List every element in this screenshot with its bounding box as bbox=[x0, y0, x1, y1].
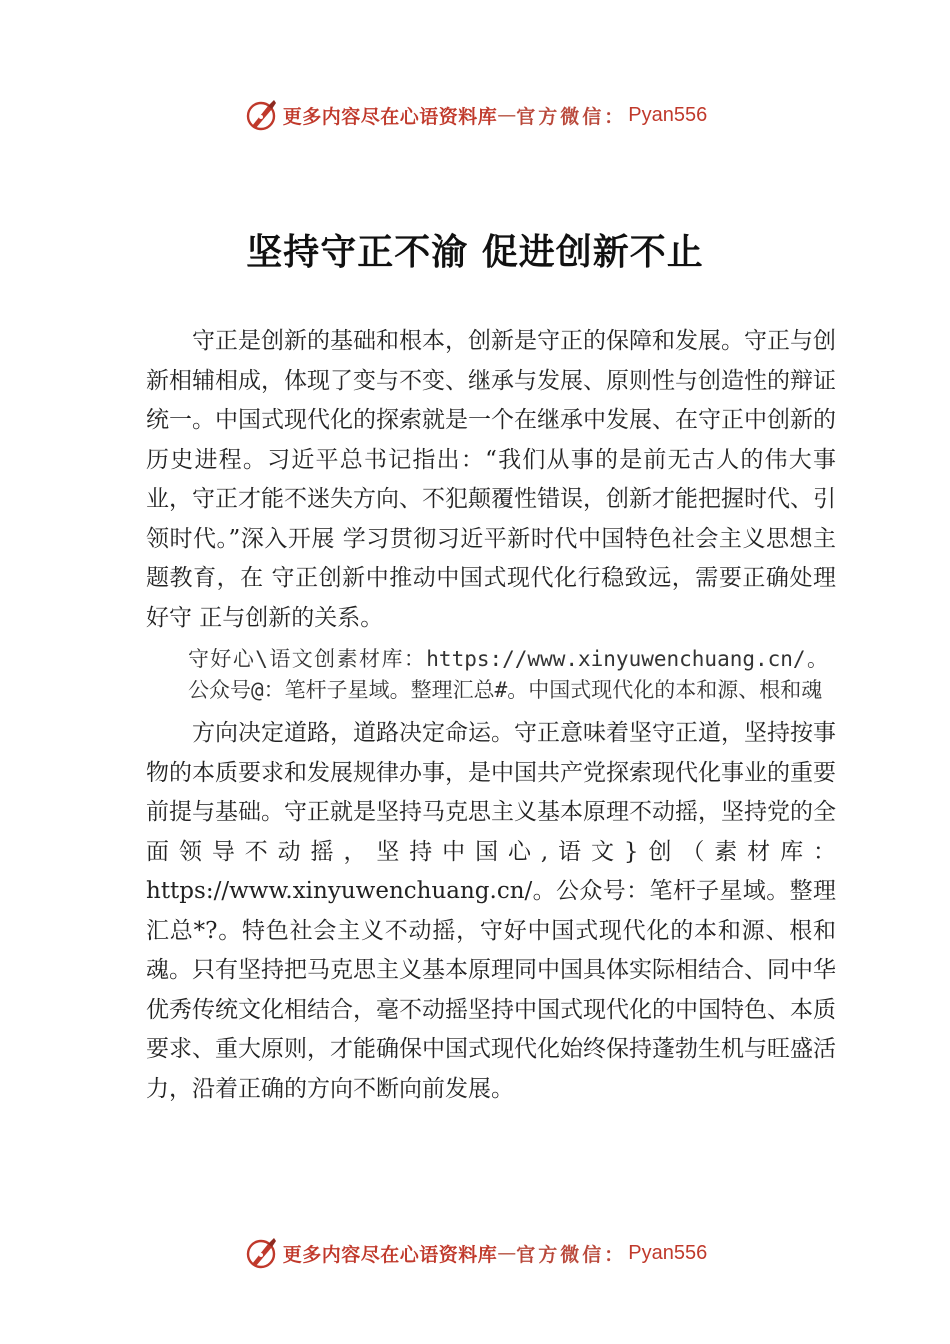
footer-watermark-banner bbox=[0, 1233, 950, 1273]
document-body bbox=[146, 322, 836, 1109]
banner-main-text: 更多内容尽在心语资料库 bbox=[282, 105, 498, 128]
banner-main-text: 更多内容尽在心语资料库 bbox=[282, 1243, 498, 1266]
banner-wechat-label: 官方微信： bbox=[516, 1243, 627, 1266]
document-title: 坚持守正不渝 促进创新不止 bbox=[246, 231, 704, 274]
pen-nib-icon bbox=[243, 1235, 279, 1271]
banner-separator: — bbox=[497, 1242, 517, 1264]
banner-wechat-label: 官方微信： bbox=[516, 105, 627, 128]
pen-nib-icon bbox=[243, 97, 279, 133]
body-paragraph: 守正是创新的基础和根本，创新是守正的保障和发展。守正与创新相辅相成，体现了变与不变、继承与发展、原则性与创造性的辩证统一。中国式现代化的探索就是一个在继承中发展、在守正中创新的历史进程。习近平总书记指出：“我们从事的是前无古人的伟大事业，守正才能不迷失方向、不犯颠覆性错误，创新才能把握时代、引领时代。”深入开展 学习贯彻习近平新时代中国特色社会主义思想主题教育，在 守正创新中推动中国式现代化行稳致远，需要正确处理好守 正与创新的关系。 bbox=[146, 328, 836, 631]
header-watermark-banner bbox=[0, 95, 950, 135]
banner-separator: — bbox=[497, 104, 517, 126]
watermark-paragraph: 守好心\语文创素材库：https://www.xinyuwenchuang.cn/。公众号@：笔杆子星域。整理汇总#。中国式现代化的本和源、根和魂 bbox=[188, 647, 828, 702]
body-paragraph: 方向决定道路，道路决定命运。守正意味着坚守正道，坚持按事物的本质要求和发展规律办事，是中国共产党探索现代化事业的重要前提与基础。守正就是坚持马克思主义基本原理不动摇，坚持党的全面领导不动摇，坚持中国心,语文}创（素材库：https://www.xinyuwenchuang.cn/。公众号：笔杆子星域。整理汇总*?。特色社会主义不动摇，守好中国式现代化的本和源、根和魂。只有坚持把马克思主义基本原理同中国具体实际相结合、同中华优秀传统文化相结合，毫不动摇坚持中国式现代化的中国特色、本质要求、重大原则，才能确保中国式现代化始终保持蓬勃生机与旺盛活力，沿着正确的方向不断向前发展。 bbox=[146, 720, 836, 1102]
banner-wechat-id: Pyan556 bbox=[628, 103, 708, 126]
banner-wechat-id: Pyan556 bbox=[628, 1241, 708, 1264]
